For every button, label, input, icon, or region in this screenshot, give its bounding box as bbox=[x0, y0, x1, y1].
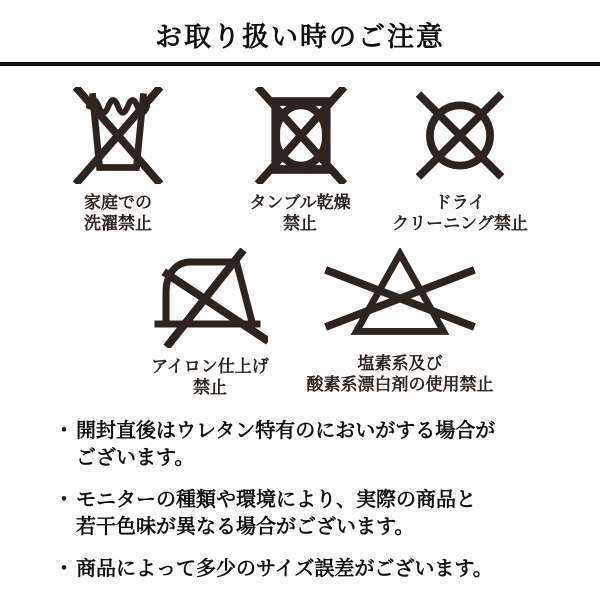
note-line: モニターの種類や環境により、実際の商品と bbox=[76, 489, 476, 511]
care-symbol-no-bleach bbox=[300, 248, 500, 395]
title-underline bbox=[0, 62, 600, 66]
care-symbol-no-washing bbox=[38, 87, 198, 234]
care-symbol-label bbox=[307, 353, 494, 395]
label-line: 禁止 bbox=[282, 214, 317, 233]
note-line: 若干色味が異なる場合がございます。 bbox=[76, 516, 415, 538]
no-home-washing-icon bbox=[63, 87, 173, 184]
page-title: お取り扱い時のご注意 bbox=[155, 22, 445, 52]
care-symbol-label bbox=[84, 192, 152, 234]
note-line: 商品によって多少のサイズ誤差がございます。 bbox=[76, 558, 493, 580]
note-item bbox=[54, 418, 562, 472]
no-dry-cleaning-icon bbox=[410, 87, 510, 184]
label-line: 洗濯禁止 bbox=[84, 214, 152, 233]
notes-list bbox=[54, 418, 562, 583]
care-symbol-no-dry-cleaning bbox=[380, 87, 540, 234]
label-line: タンブル乾燥 bbox=[249, 193, 351, 212]
no-tumble-dry-icon bbox=[246, 87, 354, 184]
label-line: ドライ bbox=[434, 193, 486, 212]
note-text bbox=[76, 556, 562, 583]
care-symbol-no-tumble-dry bbox=[220, 87, 380, 234]
label-line: 家庭での bbox=[84, 193, 152, 212]
bullet-dot: ・ bbox=[54, 489, 74, 511]
care-symbols-row-1 bbox=[0, 87, 600, 234]
label-line: 塩素系及び bbox=[357, 354, 443, 373]
label-line: クリーニング禁止 bbox=[392, 214, 528, 233]
label-line: 禁止 bbox=[192, 378, 227, 397]
care-symbol-no-ironing bbox=[125, 248, 295, 398]
bullet-dot: ・ bbox=[54, 420, 74, 442]
note-line: 開封直後はウレタン特有のにおいがする場合が bbox=[76, 420, 496, 442]
no-ironing-icon bbox=[153, 248, 268, 348]
note-text bbox=[76, 487, 562, 541]
care-symbol-label bbox=[249, 192, 350, 234]
care-symbols-row-2 bbox=[0, 248, 600, 398]
no-bleach-icon bbox=[320, 248, 480, 345]
note-item bbox=[54, 487, 562, 541]
care-symbol-label bbox=[151, 356, 268, 398]
note-line: ございます。 bbox=[76, 447, 195, 469]
label-line: アイロン仕上げ bbox=[151, 357, 269, 376]
bullet-dot: ・ bbox=[54, 558, 74, 580]
care-symbol-label bbox=[392, 192, 528, 234]
label-line: 酸素系漂白剤の使用禁止 bbox=[306, 375, 494, 394]
note-item bbox=[54, 556, 562, 583]
note-text bbox=[76, 418, 562, 472]
